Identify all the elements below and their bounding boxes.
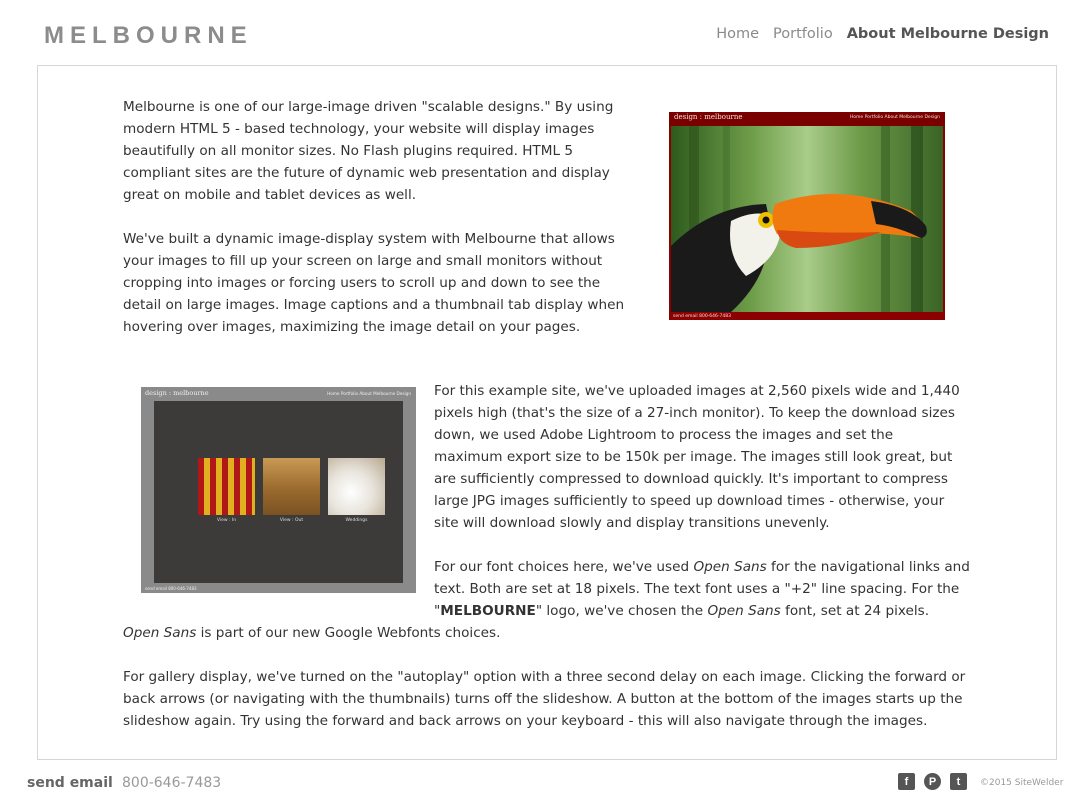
toucan-screenshot-footer: send email 800-646-7483 — [673, 314, 731, 319]
social-links — [898, 773, 976, 790]
nav-about[interactable]: About Melbourne Design — [846, 26, 1049, 42]
toucan-screenshot-nav: Home Portfolio About Melbourne Design — [849, 115, 940, 120]
pinterest-icon[interactable]: P — [924, 773, 941, 790]
gallery-thumb — [328, 458, 385, 523]
thumb-image-view-in — [198, 458, 255, 515]
send-email-link[interactable]: send email — [27, 775, 113, 791]
thumb-caption: Weddings — [345, 518, 368, 523]
copyright: ©2015 SiteWelder — [980, 778, 1064, 788]
thumb-image-weddings — [328, 458, 385, 515]
image-size-paragraph: For this example site, we've uploaded images at 2,560 pixels wide and 1,440 pixels high (that's the size of a 27-inch monitor). To keep the download sizes down, we used Adobe Lightroom to process the images and set the maximum export size to be 150k per image. The images still look great, but are sufficiently compressed to download quickly. It's important to compress large JPG images sufficiently to speed up download times - otherwise, your site will download slowly and display transitions unevenly. — [434, 383, 960, 531]
intro-paragraph: Melbourne is one of our large-image driven "scalable designs." By using modern HTML 5 - based technology, your website will display images beautifully on all monitor sizes. No Flash plugins required. HTML 5 compliant sites are the future of dynamic web presentation and display great on mobile and tablet devices as well. — [123, 99, 614, 203]
font-choice-paragraph — [434, 556, 974, 622]
font-text-3: " logo, we've chosen the — [535, 603, 708, 619]
font-name: Open Sans — [707, 603, 781, 619]
logo-word: MELBOURNE — [440, 603, 536, 619]
gallery-screenshot — [141, 387, 416, 593]
gallery-screenshot-footer: send email 800-646-7483 — [145, 586, 197, 591]
font-name: Open Sans — [123, 625, 197, 641]
thumb-caption: View : In — [216, 518, 237, 523]
gallery-screenshot-nav: Home Portfolio About Melbourne Design — [327, 391, 411, 396]
gallery-screenshot-stage — [154, 401, 403, 583]
thumb-caption: View : Out — [279, 518, 304, 523]
phone-number: 800-646-7483 — [122, 775, 222, 791]
font-text-1: For our font choices here, we've used — [434, 559, 694, 575]
font-text-4: font, set at 24 pixels. — [780, 603, 930, 619]
webfonts-text: is part of our new Google Webfonts choices. — [196, 625, 501, 641]
font-name: Open Sans — [693, 559, 767, 575]
gallery-display-paragraph: For gallery display, we've turned on the "autoplay" option with a three second delay on each image. Clicking the forward or back arrows (or navigating with the thumbnails) turns off the slideshow. A button at the bottom of the images starts up the slideshow again. Try using the forward and back arrows on your keyboard - this will also navigate through the images. — [123, 669, 966, 729]
gallery-thumb — [263, 458, 320, 523]
toucan-screenshot-brand: design : melbourne — [674, 113, 743, 121]
gallery-thumb — [198, 458, 255, 523]
webfonts-paragraph — [123, 622, 523, 644]
nav-home[interactable]: Home — [716, 26, 760, 42]
font-text-2: for the navigational links and text. Both are set at 18 pixels. The text font uses a "+2" line spacing. For the " — [434, 559, 970, 619]
gallery-thumbnails — [198, 458, 393, 523]
toucan-screenshot — [669, 112, 945, 320]
gallery-screenshot-brand: design : melbourne — [145, 389, 209, 397]
thumb-image-view-out — [263, 458, 320, 515]
main-nav — [702, 26, 1049, 42]
facebook-icon[interactable]: f — [898, 773, 915, 790]
twitter-icon[interactable]: t — [950, 773, 967, 790]
nav-portfolio[interactable]: Portfolio — [773, 26, 833, 42]
toucan-illustration — [671, 126, 943, 312]
toucan-photo — [671, 126, 943, 312]
site-logo[interactable]: MELBOURNE — [44, 22, 253, 49]
image-system-paragraph: We've built a dynamic image-display system with Melbourne that allows your images to fill up your screen on large and small monitors without cropping into images or forcing users to scroll up and down to see the detail on large images. Image captions and a thumbnail tab display when hovering over images, maximizing the image detail on your pages. — [123, 231, 625, 335]
